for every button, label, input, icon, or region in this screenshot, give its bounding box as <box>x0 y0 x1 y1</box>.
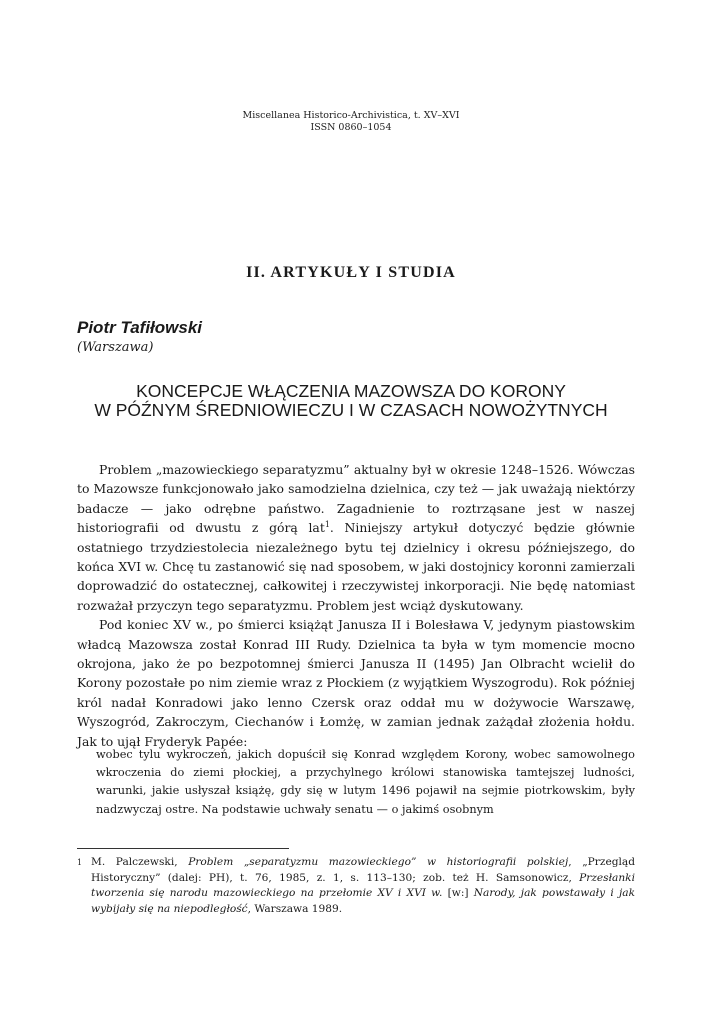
body-paragraph-1 <box>77 460 635 615</box>
footnote-end: , Warszawa 1989. <box>247 902 343 915</box>
footnote-reference[interactable]: 1 <box>324 520 330 530</box>
footnote-title-2: Przesłanki tworzenia się narodu mazowieckiego na przełomie XV i XVI w. <box>91 871 635 899</box>
block-quote: wobec tylu wykroczeń, jakich dopuścił się Konrad względem Korony, wobec samowolnego wkroczenia do ziemi płockiej, a przychylnego królowi stanowiska tamtejszej ludności, warunki, jakie usłyszał książę, gdy się w lutym 1496 pojawił na sejmie piotrkowskim, były nadzwyczaj ostre. Na podstawie uchwały senatu — o jakimś osobnym <box>96 748 635 816</box>
footnote-middle-2: [w:] <box>442 887 474 899</box>
article-title <box>0 382 702 420</box>
author-affiliation: (Warszawa) <box>77 340 154 355</box>
article-body <box>77 460 635 751</box>
footnote-divider <box>77 848 289 849</box>
footnote-title-1: Problem „separatyzmu mazowieckiego” w historiografii polskiej <box>188 856 569 868</box>
paragraph-1-text-a: Problem „mazowieckiego separatyzmu” aktualny był w okresie 1248–1526. Wówczas to Mazowsze funkcjonowało jako samodzielna dzielnica, czy też — jak uważają niektórzy badacze — jako odrębne państwo. Zagadnienie to roztrząsane jest w naszej historiografii od dwustu z górą lat <box>77 462 635 536</box>
body-paragraph-2: Pod koniec XV w., po śmierci książąt Janusza II i Bolesława V, jedynym piastowskim władcą Mazowsza został Konrad III Rudy. Dzielnica ta była w tym momencie mocno okrojona, jako że po bezpotomnej śmierci Janusza II (1495) Jan Olbracht wcielił do Korony pozostałe po nim ziemie wraz z Płockiem (z wyjątkiem Wyszogrodu). Rok później król nadał Konradowi jako lenno Czersk oraz oddał mu w dożywocie Warszawę, Wyszogród, Zakroczym, Ciechanów i Łomżę, w zamian jednak zażądał złożenia hołdu. Jak to ujął Fryderyk Papée: <box>77 617 635 749</box>
footnote-middle-1: , „Przegląd Historyczny” (dalej: PH), t. 76, 1985, z. 1, s. 113–130; zob. też H. Samsonowicz, <box>91 856 635 884</box>
footnote-title-3: Narody, jak powstawały i jak wybijały się na niepodległość <box>91 887 635 915</box>
journal-header <box>0 110 702 134</box>
author-name: Piotr Tafiłowski <box>77 318 203 337</box>
footnote-number: 1 <box>77 858 83 867</box>
section-heading: II. ARTYKUŁY I STUDIA <box>246 264 456 281</box>
journal-title-line: Miscellanea Historico-Archivistica, t. XV–XVI <box>242 110 460 121</box>
paragraph-1-text-b: . Niniejszy artykuł dotyczyć będzie głównie ostatniego trzydziestolecia niezależnego bytu tej dzielnicy i okresu późniejszego, do końca XVI w. Chcę tu zastanowić się nad sposobem, w jaki dostojnicy koronni zamierzali doprowadzić do ostatecznej, całkowitej i rzeczywistej inkorporacji. Nie będę natomiast rozważał przyczyn tego separatyzmu. Problem jest wciąż dyskutowany. <box>77 520 635 613</box>
issn-line: ISSN 0860–1054 <box>310 122 392 133</box>
footnote <box>77 855 635 917</box>
article-title-line-1: KONCEPCJE WŁĄCZENIA MAZOWSZA DO KORONY <box>136 381 566 401</box>
article-title-line-2: W PÓŹNYM ŚREDNIOWIECZU I W CZASACH NOWOŻYTNYCH <box>94 400 608 420</box>
footnote-author: M. Palczewski, <box>91 856 189 868</box>
footnote-text <box>91 855 635 917</box>
